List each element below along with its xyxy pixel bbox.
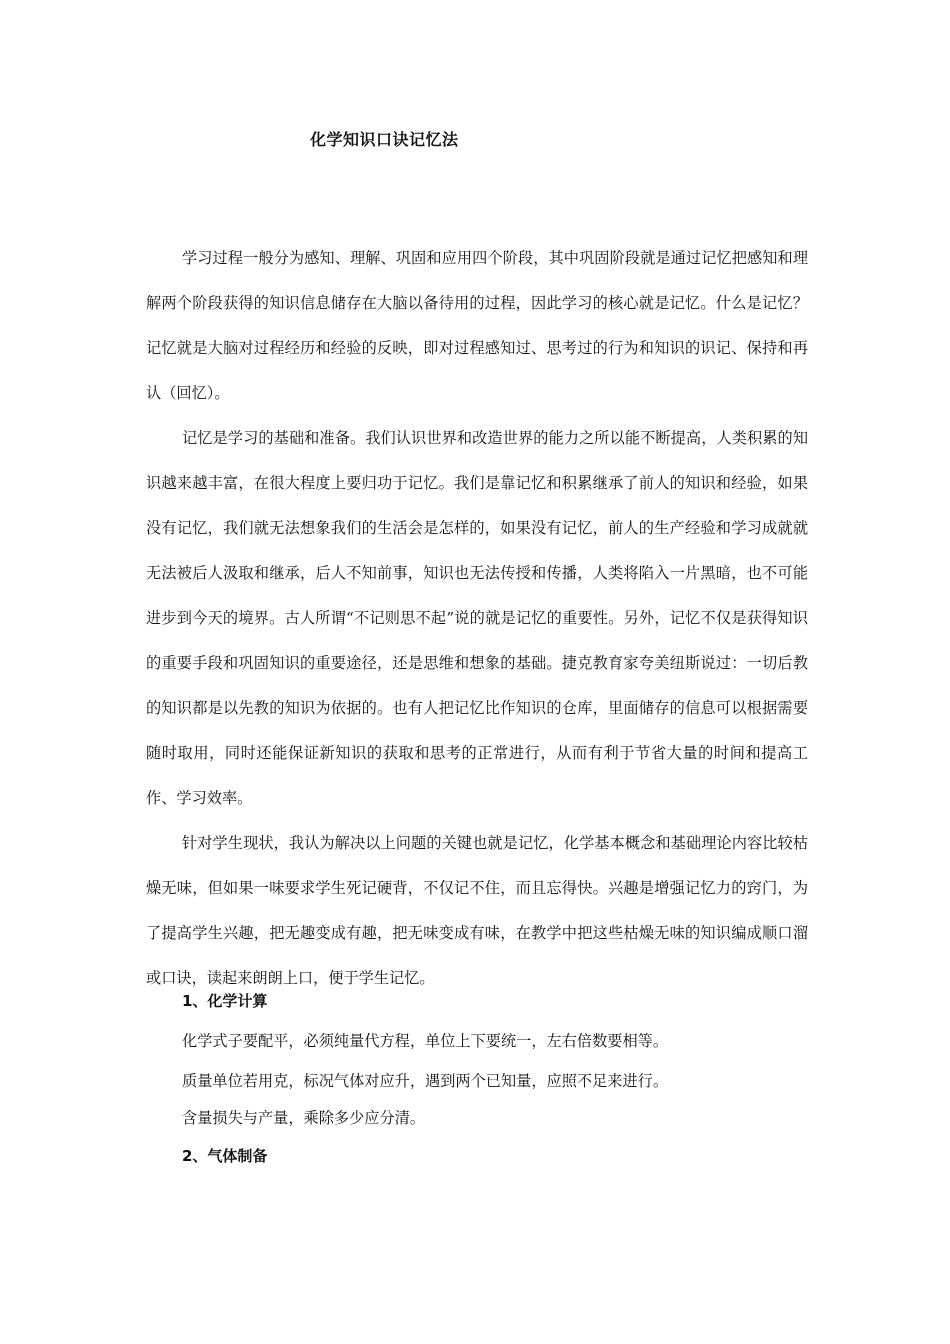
paragraph-student-situation: 针对学生现状，我认为解决以上问题的关键也就是记忆，化学基本概念和基础理论内容比较枯燥无味，但如果一味要求学生死记硬背，不仅记不住，而且忘得快。兴趣是增强记忆力的窍门，为了提高学生兴趣，把无趣变成有趣，把无味变成有味，在教学中把这些枯燥无味的知识编成顺口溜或口诀，读起来朗朗上口，便于学生记忆。 — [146, 834, 808, 987]
mnemonic-line: 化学式子要配平，必须纯量代方程，单位上下要统一，左右倍数要相等。 — [182, 1032, 668, 1050]
document-title: 化学知识口诀记忆法 — [310, 130, 459, 149]
paragraph-memory-foundation: 记忆是学习的基础和准备。我们认识世界和改造世界的能力之所以能不断提高，人类积累的知识越来越丰富，在很大程度上要归功于记忆。我们是靠记忆和积累继承了前人的知识和经验，如果没有记忆，我们就无法想象我们的生活会是怎样的，如果没有记忆，前人的生产经验和学习成就就无法被后人汲取和继承，后人不知前事，知识也无法传授和传播，人类将陷入一片黑暗，也不可能进步到今天的境界。古人所谓“不记则思不起”说的就是记忆的重要性。另外，记忆不仅是获得知识的重要手段和巩固知识的重要途径，还是思维和想象的基础。捷克教育家夸美纽斯说过：一切后教的知识都是以先教的知识为依据的。也有人把记忆比作知识的仓库，里面储存的信息可以根据需要随时取用，同时还能保证新知识的获取和思考的正常进行，从而有利于节省大量的时间和提高工作、学习效率。 — [146, 429, 808, 807]
paragraph-learning-process: 学习过程一般分为感知、理解、巩固和应用四个阶段，其中巩固阶段就是通过记忆把感知和理解两个阶段获得的知识信息储存在大脑以备待用的过程，因此学习的核心就是记忆。什么是记忆？记忆就是大脑对过程经历和经验的反映，即对过程感知过、思考过的行为和知识的识记、保持和再认（回忆）。 — [146, 249, 808, 402]
section-heading-chemical-calculation: 1、化学计算 — [182, 992, 268, 1010]
section-heading-gas-preparation: 2、气体制备 — [182, 1147, 268, 1165]
mnemonic-line: 含量损失与产量，乘除多少应分清。 — [182, 1109, 425, 1127]
mnemonic-line: 质量单位若用克，标况气体对应升，遇到两个已知量，应照不足来进行。 — [182, 1072, 668, 1090]
